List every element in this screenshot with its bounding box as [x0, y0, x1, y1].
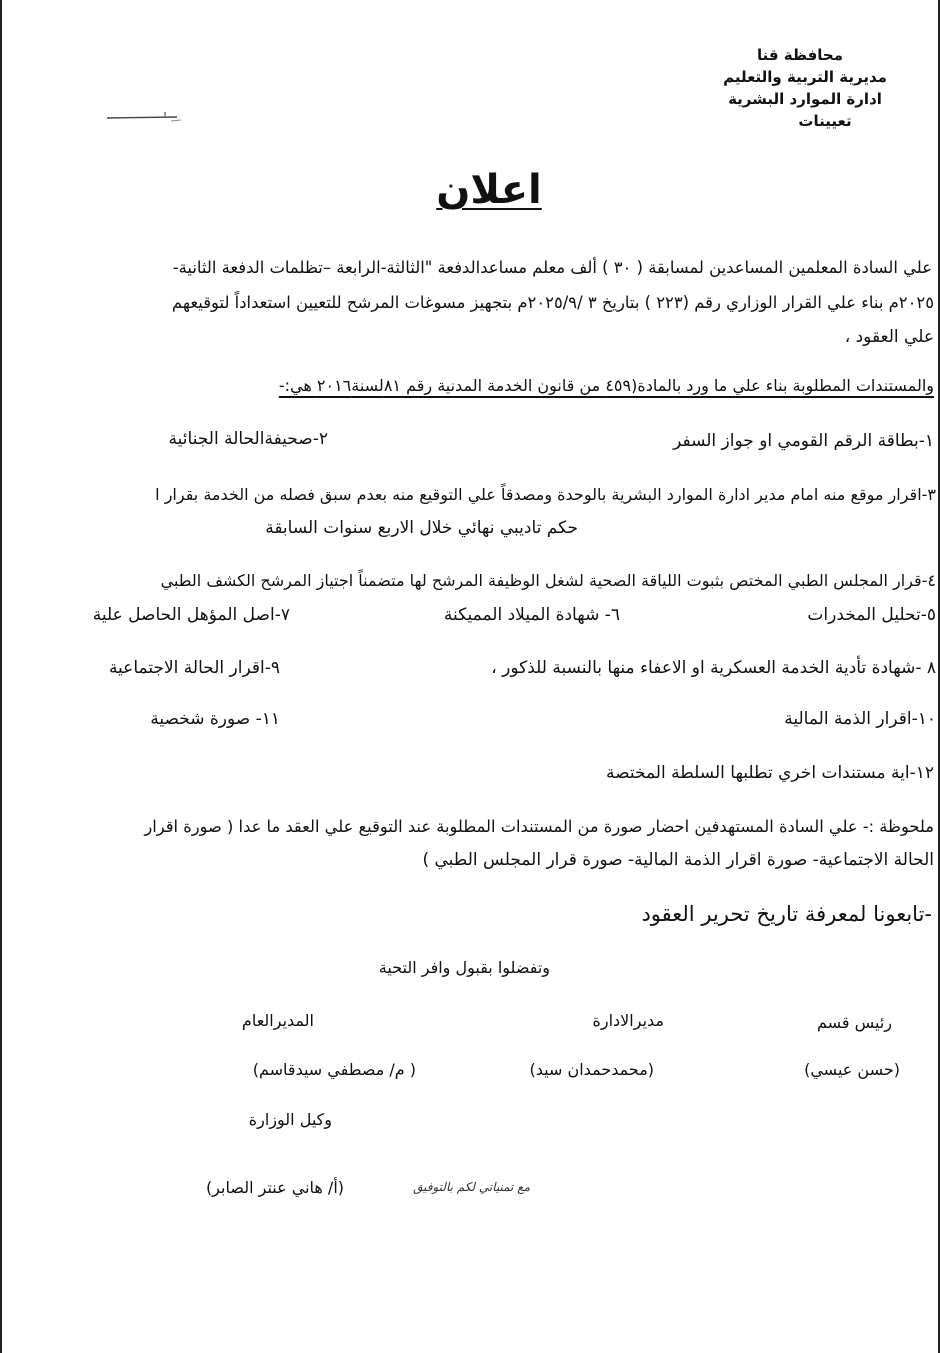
document-item-6: ٦- شهادة الميلاد المميكنة: [443, 605, 620, 625]
announcement-title: اعلان: [436, 167, 542, 213]
admin-director-name: (محمدحمدان سيد): [529, 1060, 654, 1079]
deputy-minister-name: (أ/ هاني عنتر الصابر): [205, 1178, 344, 1197]
note-line-1: ملحوظة :- علي السادة المستهدفين احضار صورة من المستندات المطلوبة عند التوقيع علي العقد ما عدا ( صورة اقرار: [144, 817, 934, 836]
follow-up-text: -تابعونا لمعرفة تاريخ تحرير العقود: [641, 902, 932, 926]
document-item-3-line-2: حكم تاديبي نهائي خلال الاربع سنوات السابقة: [265, 518, 578, 538]
intro-line-3: علي العقود ،: [844, 327, 934, 347]
letterhead: [710, 44, 900, 132]
deputy-minister-title: وكيل الوزارة: [248, 1110, 332, 1129]
document-item-7: ٧-اصل المؤهل الحاصل علية: [92, 605, 290, 625]
closing-greeting: وتفضلوا بقبول وافر التحية: [378, 958, 550, 977]
section-head-name: (حسن عيسي): [804, 1060, 900, 1079]
document-item-12: ١٢-اية مستندات اخري تطلبها السلطة المختصة: [606, 763, 934, 783]
letterhead-governorate: محافظة قنا: [756, 46, 844, 64]
intro-line-1: علي السادة المعلمين المساعدين لمسابقة ( ٣٠ ) ألف معلم مساعدالدفعة "الثالثة-الرابعة –تظلمات الدفعة الثانية-: [172, 258, 932, 277]
letterhead-section: تعيينات: [798, 112, 852, 130]
document-item-3-line-1: ٣-اقرار موقع منه امام مدير ادارة الموارد البشرية بالوحدة ومصدقاً علي التوقيع منه بعدم سبق فصله من الخدمة بقرار ا: [155, 485, 936, 504]
document-item-1: ١-بطاقة الرقم القومي او جواز السفر: [673, 431, 934, 451]
document-item-8: ٨ -شهادة تأدية الخدمة العسكرية او الاعفاء منها بالنسبة للذكور ،: [491, 658, 936, 678]
document-item-2: ٢-صحيفةالحالة الجنائية: [168, 429, 328, 449]
general-director-title: المديرالعام: [241, 1011, 314, 1030]
document-item-10: ١٠-اقرار الذمة المالية: [784, 709, 936, 729]
document-item-11: ١١- صورة شخصية: [150, 709, 280, 729]
section-head-title: رئيس قسم: [816, 1013, 892, 1032]
handwritten-note: مع تمنياتي لكم بالتوفيق: [413, 1180, 530, 1194]
page-border-left: [0, 0, 2, 1353]
letterhead-directorate: مديرية التربية والتعليم: [723, 68, 887, 86]
general-director-name: ( م/ مصطفي سيدقاسم): [252, 1060, 416, 1079]
document-item-4: ٤-قرار المجلس الطبي المختص بثبوت اللياقة الصحية لشغل الوظيفة المرشح لها متضمناً اجتياز المرشح الكشف الطبي: [160, 571, 936, 590]
admin-director-title: مديرالادارة: [592, 1011, 664, 1030]
intro-line-2: ٢٠٢٥م بناء علي القرار الوزاري رقم (٢٢٣ ) بتاريخ ٣ /٢٠٢٥/٩م بتجهيز مسوغات المرشح للتعيين استعداداً لتوقيعهم: [171, 293, 934, 312]
signature-mark: [105, 110, 185, 124]
note-line-2: الحالة الاجتماعية- صورة اقرار الذمة المالية- صورة قرار المجلس الطبي ): [422, 850, 934, 870]
document-item-9: ٩-اقرار الحالة الاجتماعية: [108, 658, 280, 678]
documents-heading: والمستندات المطلوبة بناء علي ما ورد بالمادة(٤٥٩ من قانون الخدمة المدنية رقم ٨١لسنة٢٠١٦ هي:-: [278, 376, 934, 395]
letterhead-department: ادارة الموارد البشرية: [728, 90, 882, 108]
document-item-5: ٥-تحليل المخدرات: [807, 605, 936, 625]
